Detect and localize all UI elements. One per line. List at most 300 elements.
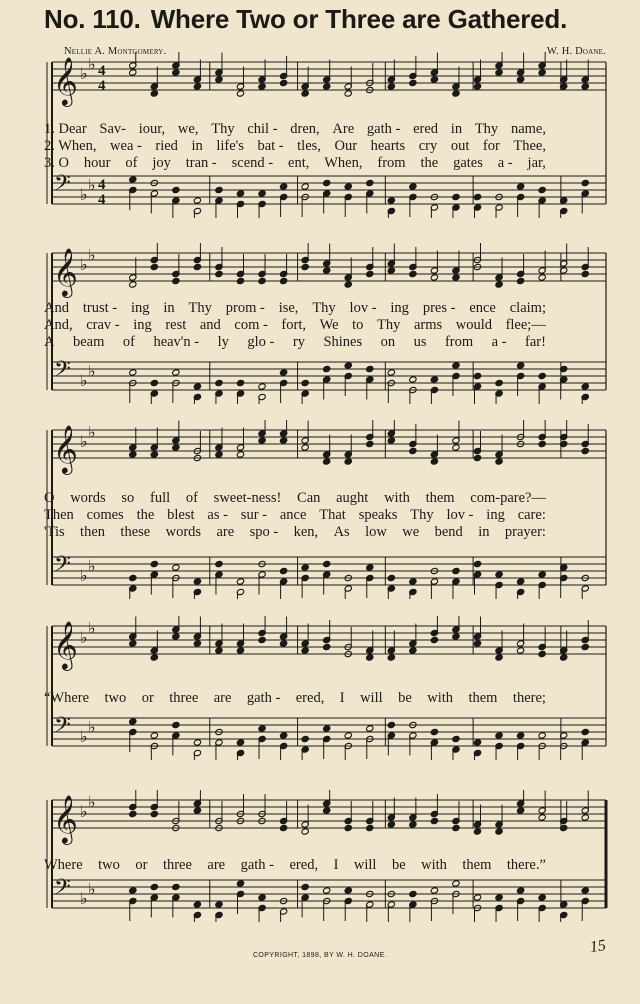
note-head [452, 90, 460, 97]
note-head [301, 564, 309, 571]
note-head [301, 883, 309, 890]
lyric-syllable: from [377, 155, 406, 171]
lyric-syllable: Thy [211, 121, 235, 137]
note-head [473, 83, 481, 90]
lyric-syllable: scend - [231, 155, 274, 171]
note-head [473, 640, 481, 647]
note-head [387, 437, 395, 444]
note-head [323, 83, 331, 90]
note-head [430, 817, 438, 824]
note-head [495, 379, 503, 386]
note-head [193, 578, 201, 585]
lyric-syllable: gath - [246, 690, 281, 706]
note-head [129, 640, 137, 647]
note-head [452, 567, 460, 574]
note-head [301, 90, 309, 97]
flat-icon: ♭ [88, 556, 96, 576]
lyric-syllable: beam [72, 334, 105, 350]
note-head [387, 267, 395, 274]
lyric-syllable: Thy [474, 121, 499, 137]
note-head [215, 76, 223, 83]
note-head [409, 447, 417, 454]
lyric-syllable: ken, [293, 524, 319, 540]
flat-icon: ♭ [88, 361, 96, 381]
note-head [538, 650, 546, 657]
note-head [301, 828, 309, 835]
lyric-syllable: 3. O [44, 155, 69, 171]
lyric-syllable: comes [86, 507, 124, 523]
note-head [150, 379, 158, 386]
lyric-line [0, 857, 566, 874]
lyric-syllable: pres - [422, 300, 456, 316]
lyric-line [0, 334, 566, 351]
note-head [387, 197, 395, 204]
lyric-syllable: 'Tis [44, 524, 65, 540]
lyric-syllable: two [104, 690, 127, 706]
note-head [495, 571, 503, 578]
lyric-syllable: And, [44, 317, 73, 333]
note-head [344, 458, 352, 465]
lyric-syllable: these [120, 524, 151, 540]
note-head [344, 90, 352, 97]
lyric-syllable: fort, [281, 317, 306, 333]
note-head [258, 437, 266, 444]
lyric-syllable: so [121, 490, 135, 506]
note-head [150, 90, 158, 97]
note-head [193, 383, 201, 390]
note-head [430, 728, 438, 735]
note-head [280, 567, 288, 574]
note-head [581, 447, 589, 454]
note-head [581, 83, 589, 90]
note-head [129, 574, 137, 581]
lyric-syllable: We [319, 317, 339, 333]
lyric-syllable: to [352, 317, 364, 333]
lyric-syllable: rest [165, 317, 187, 333]
lyric-syllable: them [468, 690, 498, 706]
note-head [258, 190, 266, 197]
lyric-syllable: with [384, 490, 410, 506]
lyric-syllable: on [380, 334, 396, 350]
lyric-syllable: a - [497, 155, 513, 171]
note-head [473, 372, 481, 379]
lyric-syllable: there.” [506, 857, 546, 873]
lyric-syllable: ry [292, 334, 305, 350]
note-head [538, 814, 546, 821]
flat-icon: ♭ [88, 422, 96, 442]
note-head [366, 440, 374, 447]
lyric-syllable: three [169, 690, 199, 706]
lyric-syllable: as - [207, 507, 228, 523]
lyric-syllable: low [365, 524, 387, 540]
note-head [581, 179, 589, 186]
lyric-syllable: name, [510, 121, 546, 137]
note-head [430, 636, 438, 643]
note-head [344, 887, 352, 894]
lyric-syllable: of [125, 155, 138, 171]
bass-clef-icon: 𝄢 [54, 713, 71, 743]
lyric-syllable: will [353, 857, 377, 873]
note-head [323, 643, 331, 650]
lyric-syllable: prayer: [504, 524, 546, 540]
note-head [452, 362, 460, 369]
note-head [280, 732, 288, 739]
treble-clef-icon: 𝄞 [53, 794, 78, 843]
note-head [172, 186, 180, 193]
note-head [538, 732, 546, 739]
note-head [236, 880, 244, 887]
lyric-syllable: bend [434, 524, 463, 540]
lyric-syllable: we [402, 524, 420, 540]
note-head [129, 810, 137, 817]
note-head [236, 277, 244, 284]
treble-clef-icon: 𝄞 [53, 620, 78, 669]
note-head [517, 362, 525, 369]
lyric-syllable: for [482, 138, 500, 154]
note-head [236, 451, 244, 458]
lyric-line [0, 490, 566, 507]
lyric-syllable: ered, [295, 690, 325, 706]
note-head [236, 578, 244, 585]
note-head [323, 887, 331, 894]
note-head [215, 647, 223, 654]
lyric-syllable: bat - [257, 138, 284, 154]
note-head [280, 79, 288, 86]
verse-lyrics [0, 490, 566, 541]
lyric-syllable: chil - [247, 121, 278, 137]
note-head [517, 732, 525, 739]
lyric-syllable: ried [155, 138, 178, 154]
note-head [323, 807, 331, 814]
lyric-syllable: them [425, 490, 455, 506]
note-head [387, 83, 395, 90]
lyric-syllable: Our [334, 138, 358, 154]
note-head [366, 270, 374, 277]
flat-icon: ♭ [80, 432, 88, 451]
flat-icon: ♭ [80, 802, 88, 821]
lyric-syllable: Thy [188, 300, 212, 316]
lyric-syllable: speaks [358, 507, 398, 523]
note-head [172, 277, 180, 284]
note-head [366, 365, 374, 372]
lyric-syllable: then [80, 524, 106, 540]
lyric-syllable: from [444, 334, 474, 350]
flat-icon: ♭ [80, 727, 88, 746]
note-head [258, 894, 266, 901]
flat-icon: ♭ [80, 371, 88, 390]
note-head [495, 458, 503, 465]
lyric-syllable: ing [133, 317, 152, 333]
lyric-syllable: sur - [240, 507, 267, 523]
note-head [452, 444, 460, 451]
flat-icon: ♭ [80, 628, 88, 647]
lyric-syllable: When, [324, 155, 363, 171]
note-head [129, 451, 137, 458]
note-head [129, 887, 137, 894]
note-head [344, 362, 352, 369]
note-head [366, 179, 374, 186]
lyric-syllable: a - [491, 334, 507, 350]
music-system [44, 790, 610, 922]
note-head [193, 739, 201, 746]
note-head [215, 379, 223, 386]
lyric-syllable: I [333, 857, 339, 873]
note-head [581, 270, 589, 277]
note-head [193, 83, 201, 90]
note-head [430, 76, 438, 83]
lyric-line [0, 524, 566, 541]
flat-icon: ♭ [80, 889, 88, 908]
note-head [172, 369, 180, 376]
note-head [452, 880, 460, 887]
note-head [236, 647, 244, 654]
note-head [387, 721, 395, 728]
bass-clef-icon: 𝄢 [54, 171, 71, 201]
note-head [409, 183, 417, 190]
note-head [517, 578, 525, 585]
note-head [581, 383, 589, 390]
lyric-syllable: Then [44, 507, 74, 523]
note-head [517, 76, 525, 83]
flat-icon: ♭ [88, 717, 96, 737]
lyric-syllable: we, [177, 121, 199, 137]
note-head [495, 894, 503, 901]
note-head [236, 739, 244, 746]
lyric-syllable: cry [418, 138, 438, 154]
lyric-syllable: be [398, 690, 412, 706]
lyric-syllable: trust - [82, 300, 118, 316]
lyric-syllable: Shines [323, 334, 363, 350]
lyric-syllable: dren, [290, 121, 320, 137]
lyric-syllable: gath - [366, 121, 401, 137]
note-head [150, 654, 158, 661]
flat-icon: ♭ [80, 64, 88, 83]
lyric-syllable: lov - [349, 300, 377, 316]
note-head [193, 807, 201, 814]
flat-icon: ♭ [88, 54, 96, 74]
note-head [172, 69, 180, 76]
lyric-syllable: us [413, 334, 427, 350]
lyric-syllable: life's [216, 138, 244, 154]
note-head [301, 735, 309, 742]
note-head [495, 654, 503, 661]
lyric-syllable: aught [336, 490, 369, 506]
lyric-syllable: arms [413, 317, 443, 333]
lyric-syllable: be [391, 857, 406, 873]
lyric-syllable: gath - [240, 857, 275, 873]
note-head [517, 183, 525, 190]
page-mark: 15 [588, 936, 608, 957]
bass-clef-icon: 𝄢 [54, 552, 71, 582]
note-head [301, 444, 309, 451]
note-head [538, 440, 546, 447]
note-head [473, 894, 481, 901]
note-head [150, 810, 158, 817]
lyric-syllable: ly [217, 334, 229, 350]
note-head [172, 633, 180, 640]
note-head [129, 369, 137, 376]
lyric-syllable: ise, [278, 300, 299, 316]
composer-credit: W. H. Doane. [546, 46, 606, 57]
note-head [473, 828, 481, 835]
lyric-syllable: I [339, 690, 345, 706]
hymn-number: No. 110. [44, 4, 141, 34]
lyricist-credit: Nellie A. Montgomery. [64, 46, 167, 57]
lyric-syllable: are [213, 690, 232, 706]
lyric-syllable: com-pare?— [470, 490, 546, 506]
note-head [409, 890, 417, 897]
lyric-syllable: three [162, 857, 192, 873]
note-head [409, 647, 417, 654]
lyric-syllable: ered, [289, 857, 319, 873]
note-head [581, 728, 589, 735]
note-head [236, 190, 244, 197]
note-head [495, 69, 503, 76]
lyric-syllable: That [319, 507, 346, 523]
note-head [517, 807, 525, 814]
lyric-syllable: ing [130, 300, 150, 316]
note-head [193, 901, 201, 908]
lyric-syllable: blest [167, 507, 195, 523]
note-head [172, 444, 180, 451]
time-signature-bottom: 4 [98, 192, 106, 208]
note-head [495, 281, 503, 288]
note-head [215, 451, 223, 458]
lyric-syllable: gates [453, 155, 483, 171]
note-head [280, 824, 288, 831]
note-head [150, 263, 158, 270]
verse-lyrics [0, 121, 566, 172]
note-head [193, 197, 201, 204]
note-head [538, 571, 546, 578]
lyric-syllable: O [44, 490, 55, 506]
lyric-syllable: 1. Dear [44, 121, 87, 137]
note-head [323, 179, 331, 186]
note-head [258, 83, 266, 90]
lyric-line [0, 690, 566, 707]
lyric-syllable: Thee, [513, 138, 546, 154]
lyric-syllable: Thy [312, 300, 336, 316]
lyric-syllable: “Where [44, 690, 90, 706]
lyric-syllable: lov - [446, 507, 474, 523]
lyric-syllable: with [421, 857, 447, 873]
flat-icon: ♭ [80, 255, 88, 274]
note-head [452, 824, 460, 831]
note-head [538, 186, 546, 193]
note-head [430, 887, 438, 894]
note-head [172, 883, 180, 890]
note-head [473, 454, 481, 461]
copyright-notice: COPYRIGHT, 1898, BY W. H. DOANE. [252, 952, 388, 959]
lyric-syllable: hearts [370, 138, 406, 154]
lyric-syllable: tran - [185, 155, 217, 171]
note-head [236, 379, 244, 386]
note-head [150, 451, 158, 458]
verse-lyrics [0, 857, 566, 874]
verse-lyrics [0, 690, 566, 707]
note-head [215, 270, 223, 277]
hymn-title [44, 4, 614, 35]
lyric-syllable: full [150, 490, 171, 506]
flat-icon: ♭ [88, 175, 96, 195]
lyric-syllable: in [478, 524, 490, 540]
note-head [344, 183, 352, 190]
note-head [172, 721, 180, 728]
lyric-syllable: in [450, 121, 463, 137]
note-head [430, 376, 438, 383]
lyric-syllable: in [163, 300, 175, 316]
lyric-syllable: hour [83, 155, 111, 171]
note-head [323, 560, 331, 567]
lyric-syllable: Sav- [99, 121, 127, 137]
note-head [150, 560, 158, 567]
lyric-line [0, 121, 566, 138]
note-head [409, 79, 417, 86]
lyric-syllable: them [462, 857, 492, 873]
lyric-syllable: ence [469, 300, 496, 316]
time-signature-top: 4 [98, 177, 106, 193]
lyric-syllable: sweet-ness! [213, 490, 282, 506]
treble-staff [52, 793, 606, 846]
music-system [44, 616, 610, 760]
note-head [387, 369, 395, 376]
lyric-line [0, 138, 566, 155]
treble-clef-icon: 𝄞 [53, 56, 78, 105]
lyric-syllable: words [70, 490, 106, 506]
note-head [150, 732, 158, 739]
lyric-syllable: two [98, 857, 120, 873]
note-head [517, 647, 525, 654]
lyric-syllable: jar, [527, 155, 546, 171]
note-head [193, 640, 201, 647]
lyric-syllable: or [135, 857, 148, 873]
lyric-syllable: prom - [225, 300, 265, 316]
note-head [258, 636, 266, 643]
note-head [323, 725, 331, 732]
lyric-syllable: Can [297, 490, 321, 506]
note-head [387, 654, 395, 661]
note-head [452, 193, 460, 200]
lyric-syllable: Where [44, 857, 83, 873]
lyric-syllable: ance [279, 507, 307, 523]
lyric-syllable: heav'n - [153, 334, 200, 350]
lyric-line [0, 317, 566, 334]
lyric-syllable: 2. When, [44, 138, 97, 154]
lyric-syllable: tles, [297, 138, 321, 154]
lyric-syllable: ent, [288, 155, 310, 171]
note-head [129, 718, 137, 725]
lyric-syllable: A [44, 334, 55, 350]
note-head [581, 814, 589, 821]
note-head [473, 739, 481, 746]
note-head [366, 654, 374, 661]
note-head [409, 376, 417, 383]
note-head [280, 640, 288, 647]
note-head [129, 69, 137, 76]
lyric-syllable: far! [525, 334, 546, 350]
lyric-syllable: of [122, 334, 135, 350]
note-head [387, 821, 395, 828]
note-head [344, 824, 352, 831]
lyric-syllable: ing [390, 300, 409, 316]
note-head [430, 458, 438, 465]
note-head [129, 176, 137, 183]
note-head [301, 183, 309, 190]
note-head [301, 379, 309, 386]
note-head [150, 883, 158, 890]
lyric-syllable: joy [152, 155, 171, 171]
lyric-syllable: there; [512, 690, 546, 706]
